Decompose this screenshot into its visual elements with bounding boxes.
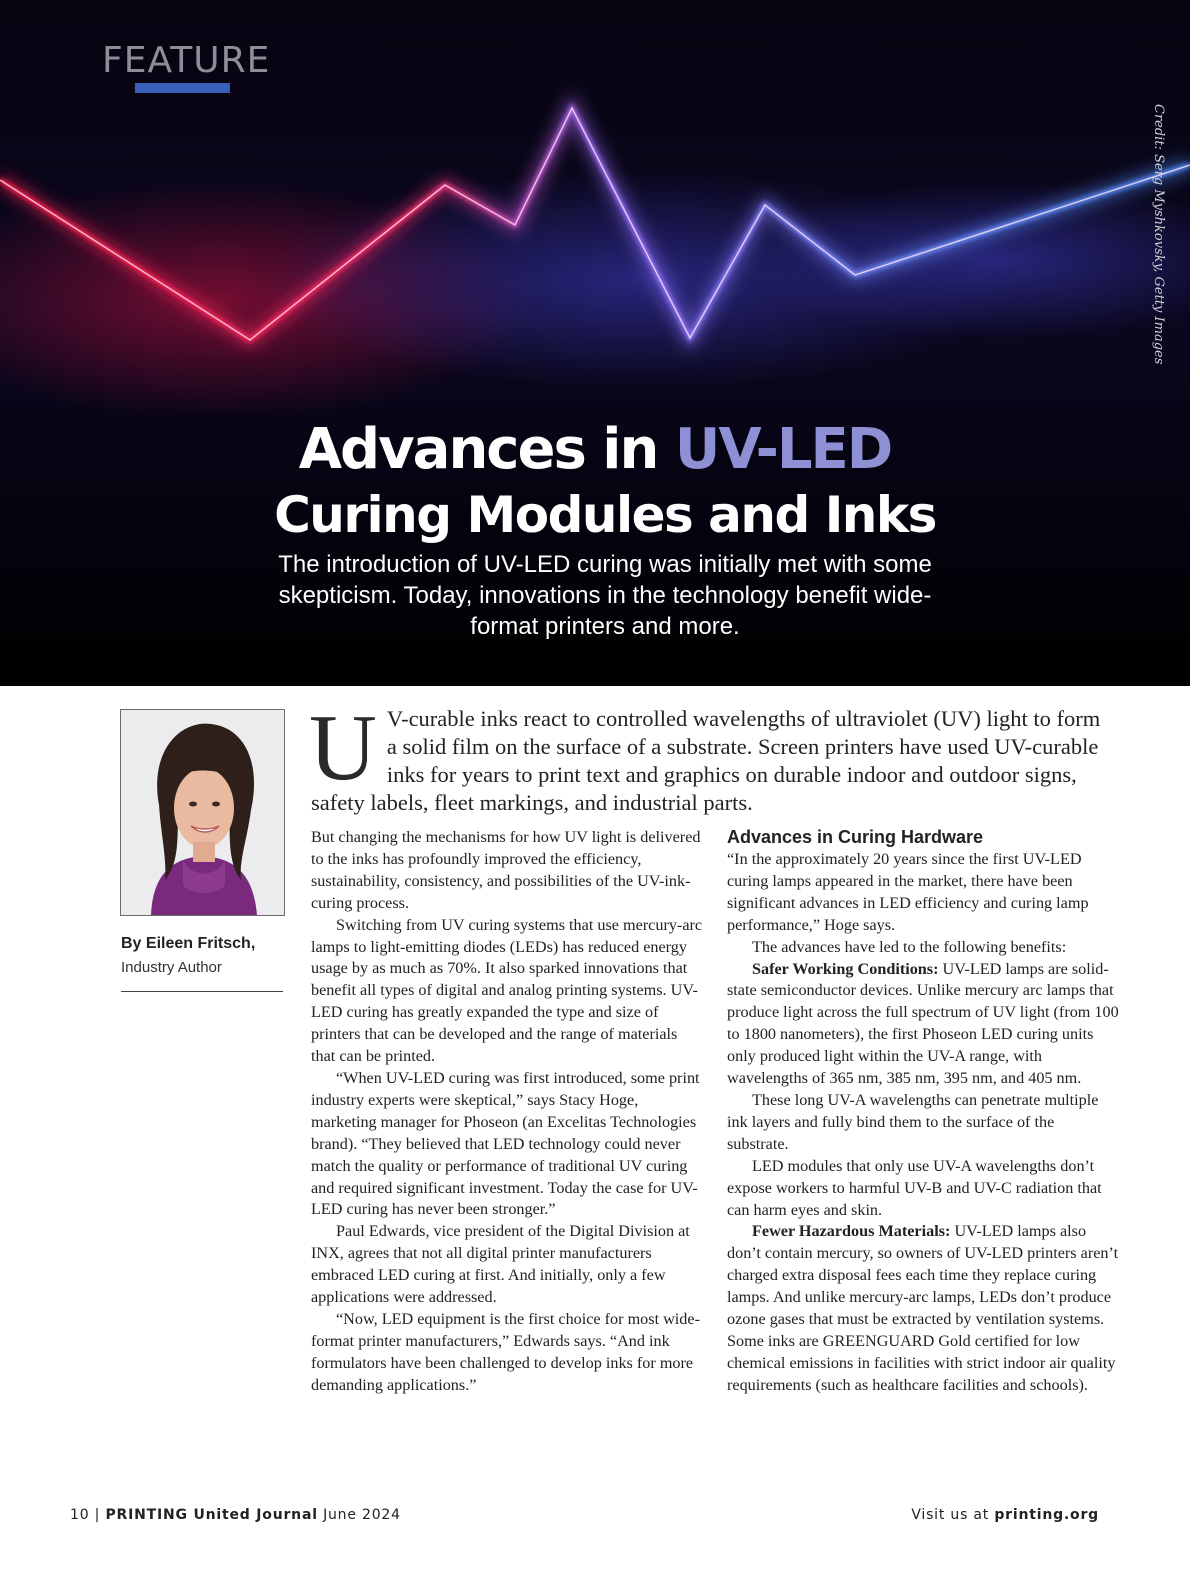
photo-credit-text: Credit: Serg Myshkovsky, Getty Images bbox=[1151, 104, 1166, 365]
section-label: FEATURE bbox=[102, 40, 271, 81]
article-deck: The introduction of UV-LED curing was initially met with some skepticism. Today, innovations in the technology benefit wide-format printers and more. bbox=[278, 551, 932, 640]
website-link[interactable]: printing.org bbox=[994, 1507, 1099, 1523]
drop-cap: U bbox=[309, 696, 377, 800]
photo-credit bbox=[1146, 104, 1166, 365]
inline-heading: Fewer Hazardous Materials: bbox=[752, 1222, 951, 1241]
body-paragraph bbox=[727, 959, 1119, 1090]
body-column-left bbox=[311, 827, 703, 1397]
issue-date: June 2024 bbox=[323, 1507, 401, 1523]
author-byline: By Eileen Fritsch, bbox=[121, 935, 256, 952]
hero-banner bbox=[0, 0, 1190, 686]
author-role: Industry Author bbox=[121, 959, 222, 976]
title-highlight: UV-LED bbox=[674, 417, 892, 482]
body-paragraph: Switching from UV curing systems that use mercury-arc lamps to light-emitting diodes (LEDs) has reduced energy usage by as much as 70%. It also sparked innovations that benefit all types of digital and analog printing systems. UV-LED curing has greatly expanded the type and size of printers that can be developed and the range of materials that can be printed. bbox=[311, 915, 703, 1066]
body-paragraph bbox=[727, 1221, 1119, 1396]
body-paragraph: “Now, LED equipment is the first choice for most wide-format printer manufacturers,” Edwards says. “And ink formulators have been challenged to develop inks for more demanding applications.” bbox=[311, 1309, 700, 1394]
byline-divider bbox=[121, 991, 283, 992]
body-paragraph: “When UV-LED curing was first introduced, some print industry experts were skeptical,” says Stacy Hoge, marketing manager for Phoseon (an Excelitas Technologies brand). “They believed that LED technology could never match the quality or performance of traditional UV curing and required significant investment. Today the case for UV-LED curing has never been stronger.” bbox=[311, 1068, 700, 1219]
article-title-line1 bbox=[0, 418, 1190, 482]
body-paragraph: LED modules that only use UV-A wavelengths don’t expose workers to harmful UV-B and UV-C radiation that can harm eyes and skin. bbox=[727, 1156, 1102, 1219]
subheading: Advances in Curing Hardware bbox=[727, 827, 984, 847]
title-prefix: Advances in bbox=[298, 417, 658, 482]
author-photo bbox=[120, 709, 285, 916]
page-footer-left bbox=[70, 1507, 401, 1523]
body-column-right bbox=[727, 827, 1119, 1397]
page-number: 10 | bbox=[70, 1507, 101, 1523]
body-paragraph: The advances have led to the following benefits: bbox=[752, 937, 1067, 956]
body-paragraph: These long UV-A wavelengths can penetrate multiple ink layers and fully bind them to the surface of the substrate. bbox=[727, 1090, 1099, 1153]
body-paragraph: “In the approximately 20 years since the first UV-LED curing lamps appeared in the market, there have been significant advances in LED efficiency and curing lamp performance,” Hoge says. bbox=[727, 850, 1089, 934]
body-paragraph: But changing the mechanisms for how UV light is delivered to the inks has profoundly improved the efficiency, sustainability, consistency, and possibilities of the UV-ink-curing process. bbox=[311, 828, 701, 912]
body-text: UV-LED lamps are solid-state semiconductor devices. Unlike mercury arc lamps that produce light across the full spectrum of UV light (from 100 to 1800 nanometers), the first Phoseon LED curing units only produced light within the UV-A range, with wavelengths of 365 nm, 385 nm, 395 nm, and 405 nm. bbox=[727, 959, 1119, 1088]
lead-text: V-curable inks react to controlled wavelengths of ultraviolet (UV) light to form a solid film on the surface of a substrate. Screen printers have used UV-curable inks for years to print text and graphics on durable indoor and outdoor signs, safety labels, fleet markings, and industrial parts. bbox=[311, 706, 1101, 815]
page-footer-right bbox=[911, 1507, 1099, 1523]
visit-prefix: Visit us at bbox=[911, 1507, 990, 1523]
body-paragraph: Paul Edwards, vice president of the Digital Division at INX, agrees that not all digital printer manufacturers embraced LED curing at first. And initially, only a few applications were addressed. bbox=[311, 1222, 690, 1307]
inline-heading: Safer Working Conditions: bbox=[752, 959, 939, 978]
author-portrait-image bbox=[121, 710, 284, 915]
section-label-underline bbox=[135, 83, 230, 93]
lead-paragraph bbox=[309, 696, 1101, 817]
publication-name: PRINTING United Journal bbox=[105, 1507, 318, 1523]
body-text: UV-LED lamps also don’t contain mercury, so owners of UV-LED printers aren’t charged extra disposal fees each time they replace curing lamps. And unlike mercury-arc lamps, LEDs don’t produce ozone gases that must be extracted by ventilation systems. Some inks are GREENGUARD Gold certified for low chemical emissions in facilities with strict indoor air quality requirements (such as healthcare facilities and schools). bbox=[727, 1222, 1119, 1394]
article-title-line2: Curing Modules and Inks bbox=[274, 486, 936, 544]
